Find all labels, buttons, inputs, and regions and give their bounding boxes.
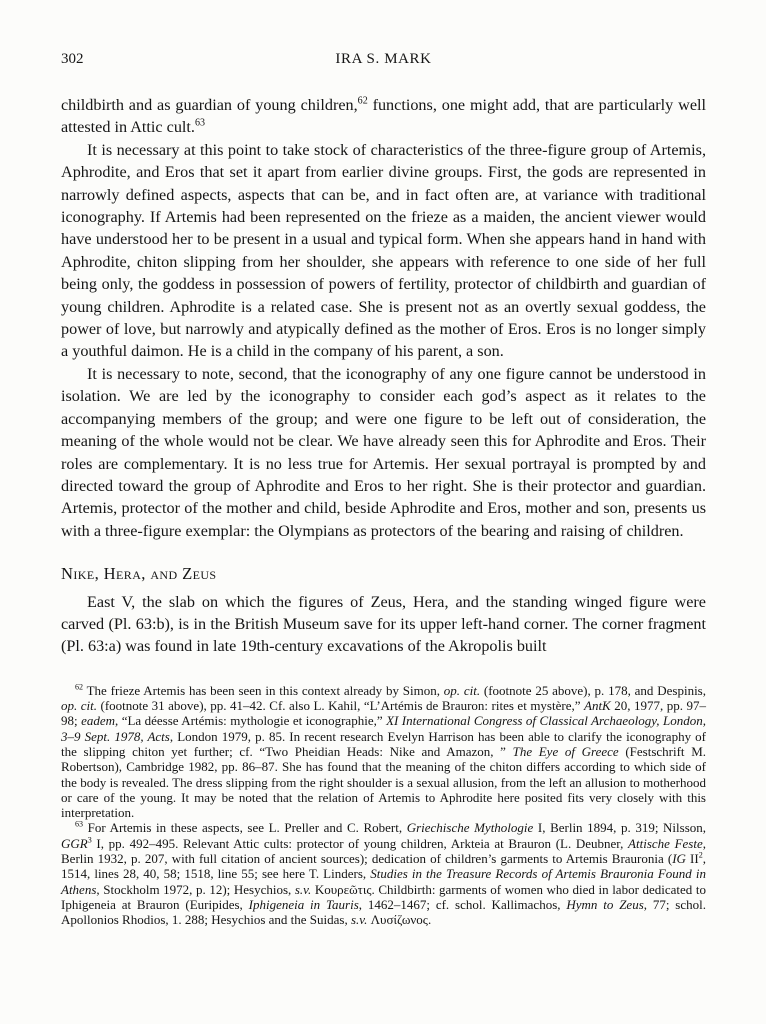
running-header bbox=[61, 50, 706, 68]
running-title: IRA S. MARK bbox=[335, 51, 432, 67]
footnote-63: $^{63}$ For Artemis in these aspects, see L. Preller and C. Robert, Griechische Mythologie I, Berlin 1894, p. 319; Nilsson, GGR$^3$ I, pp. 492–495. Relevant Attic cults: protector of young children, Arkteia at Brauron (L. Deubner, Attische Feste, Berlin 1932, p. 207, with full citation of ancient sources); dedication of children’s garments to Artemis Brauronia (IG $II^2$, 1514, lines 28, 40, 58; 1518, line 55; see here T. Linders, Studies in the Treasure Records of Artemis Brauronia Found in Athens, Stockholm 1972, p. 12); Hesychios, s.v. Κουρεῶτις. Childbirth: garments of women who died in labor dedicated to Iphigeneia at Brauron (Euripides, Iphigeneia in Tauris, 1462–1467; cf. schol. Kallimachos, Hymn to Zeus, 77; schol. Apollonios Rhodios, 1. 288; Hesychios and the Suidas, s.v. Λυσίζωνος. bbox=[61, 820, 707, 928]
article-body bbox=[61, 94, 706, 658]
footnotes-section bbox=[61, 683, 706, 928]
body-paragraph: East V, the slab on which the figures of Zeus, Hera, and the standing winged figure were carved (Pl. 63:b), is in the British Museum save for its upper left-hand corner. The corner fragment (Pl. 63:a) was found in late 19th-century excavations of the Akropolis built bbox=[61, 592, 706, 656]
section-heading: Nike, Hera, and Zeus bbox=[61, 564, 217, 584]
body-paragraph-continuation: childbirth and as guardian of young children,$^{62}$ functions, one might add, that are particularly well attested in Attic cult.$^{63}$ bbox=[61, 95, 706, 137]
body-paragraph: It is necessary at this point to take stock of characteristics of the three-figure group of Artemis, Aphrodite, and Eros that set it apart from earlier divine groups. First, the gods are represented in narrowly defined aspects, aspects that can be, and in fact often are, at variance with traditional iconography. If Artemis had been represented on the frieze as a maiden, the ancient viewer would have understood her to be present in a usual and typical form. When she appears hand in hand with Aphrodite, chiton slipping from her shoulder, she appears with reference to one side of her full being only, the goddess in possession of powers of fertility, protector of childbirth and guardian of young children. Aphrodite is a related case. She is present not as an overtly sexual goddess, the power of love, but narrowly and atypically defined as the mother of Eros. Eros is no longer simply a youthful daimon. He is a child in the company of his parent, a son. bbox=[61, 140, 706, 361]
body-paragraph: It is necessary to note, second, that the iconography of any one figure cannot be understood in isolation. We are led by the iconography to consider each god’s aspect as it relates to the accompanying members of the group; and were one figure to be left out of consideration, the meaning of the whole would not be clear. We have already seen this for Aphrodite and Eros. Their roles are complementary. It is no less true for Artemis. Her sexual portrayal is prompted by and directed toward the group of Aphrodite and Eros to her right. She is their protector and guardian. Artemis, protector of the mother and child, beside Aphrodite and Eros, mother and son, presents us with a three-figure exemplar: the Olympians as protectors of the bearing and raising of children. bbox=[61, 364, 706, 540]
footnote-62: $^{62}$ The frieze Artemis has been seen in this context already by Simon, op. cit. (footnote 25 above), p. 178, and Despinis, op. cit. (footnote 31 above), pp. 41–42. Cf. also L. Kahil, “L’Artémis de Brauron: rites et mystère,” AntK 20, 1977, pp. 97–98; eadem, “La déesse Artémis: mythologie et iconographie,” XI International Congress of Classical Archaeology, London, 3–9 Sept. 1978, Acts, London 1979, p. 85. In recent research Evelyn Harrison has been able to clarify the iconography of the slipping chiton yet further; cf. “Two Pheidian Heads: Nike and Amazon, ” The Eye of Greece (Festschrift M. Robertson), Cambridge 1982, pp. 86–87. She has found that the meaning of the chiton differs according to which side of the body is revealed. The dress slipping from the right shoulder is a sexual allusion, from the left an allusion to motherhood or care of the young. It may be noted that the relation of Artemis to Aphrodite here posited fits very closely with this interpretation. bbox=[61, 682, 707, 821]
page-number: 302 bbox=[61, 51, 84, 67]
